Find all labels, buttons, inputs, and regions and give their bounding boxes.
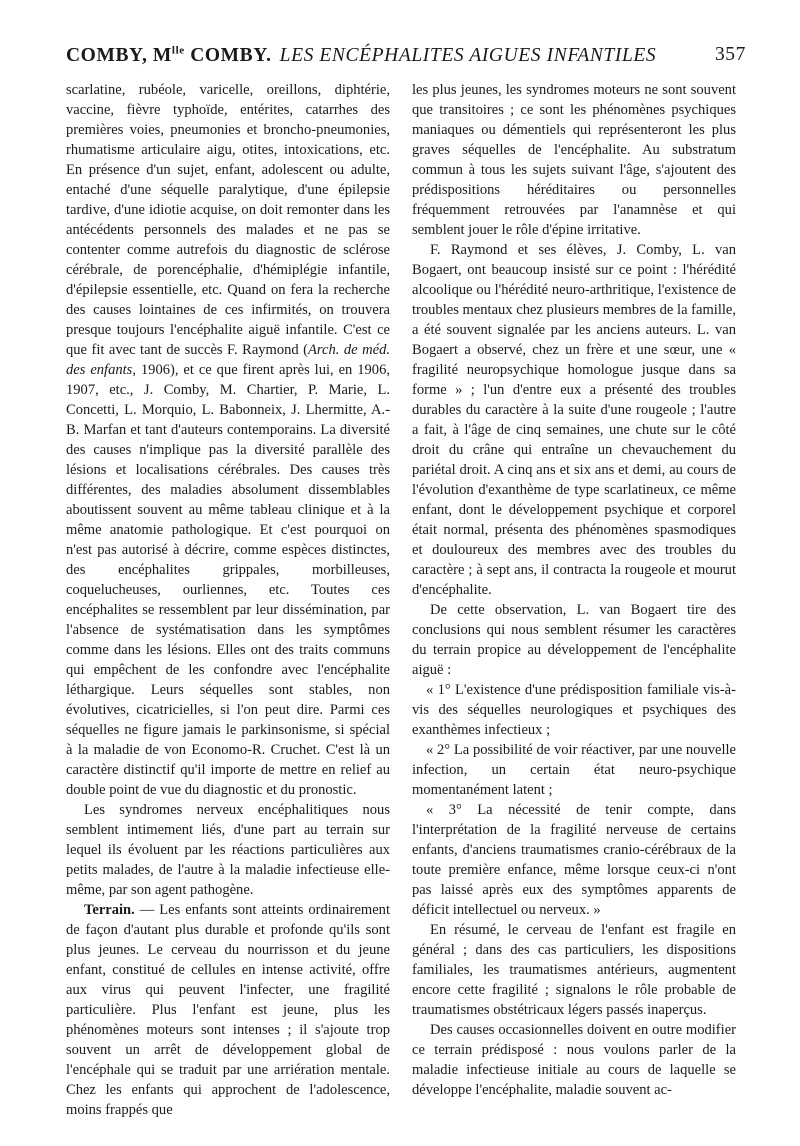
paragraph-terrain: Terrain. — Les enfants sont atteints ordinairement de façon d'autant plus durable et profonde qu'ils sont plus jeunes. Le cerveau du nourrisson et du jeune enfant, constitué de cellules en intense activité, offre aux virus qui peuvent l'infecter, une fragilité particulière. Plus l'enfant est jeune, plus les phénomènes moteurs sont intenses ; il s'ajoute trop souvent un arrêt de développement global de l'encéphale qui se traduit par une arriération mentale. Chez les enfants qui approchent de l'adolescence, moins frappés que [66, 902, 390, 1118]
citation-reference: Arch. de méd. des enfants [66, 342, 390, 378]
paragraph: scarlatine, rubéole, varicelle, oreillons, diphtérie, vaccine, fièvre typhoïde, entérites, catarrhes des premières voies, pneumonies et broncho-pneumonies, rhumatisme articulaire aigu, otites, intoxications, etc. En présence d'un sujet, enfant, adolescent ou adulte, entaché d'une séquelle paralytique, d'une épilepsie tardive, d'une idiotie acquise, on doit remonter dans les antécédents personnels des malades et ne pas se contenter comme autrefois du diagnostic de sclérose cérébrale, de porencéphalie, d'hémiplégie infantile, d'épilepsie essentielle, etc. Quand on fera la recherche des causes lointaines de ces infirmités, on trouvera presque toujours l'encéphalite aiguë infantile. C'est ce que fit avec tant de succès F. Raymond (Arch. de méd. des enfants, 1906), et ce que firent après lui, en 1906, 1907, etc., J. Comby, M. Chartier, P. Marie, L. Concetti, L. Morquio, L. Babonneix, J. Lhermitte, A.-B. Marfan et tant d'auteurs contemporains. La diversité des causes n'implique pas la diversité parallèle des lésions et localisations cérébrales. Des causes très différentes, des maladies absolument dissemblables aboutissent souvent au même tableau clinique et à la même anatomie pathologique. Et c'est pourquoi on n'est pas autorisé à décrire, comme espèces distinctes, des encéphalites grippales, morbilleuses, coquelucheuses, ourliennes, etc. Toutes ces encéphalites se ressemblent par leur dissémination, par l'absence de systématisation dans les symptômes comme dans les lésions. Elles ont des traits communs qui empêchent de les confondre avec l'encéphalite léthargique. Leurs séquelles sont stables, non évolutives, cicatricielles, si l'on peut dire. Parmi ces séquelles ne figure jamais le parkinsonisme, si spécial à la maladie de von Economo-R. Cruchet. C'est là un caractère distinctif qu'il importe de mettre en relief au double point de vue du diagnostic et du pronostic. [66, 82, 390, 798]
paragraph: Les syndromes nerveux encéphalitiques nous semblent intimement liés, d'une part au terrain sur lequel ils évoluent par les réactions particulières aux petits malades, de l'autre à la maladie infectieuse elle-même, par son agent pathogène. [66, 802, 390, 898]
quoted-conclusion-1: « 1° L'existence d'une prédisposition familiale vis-à-vis des séquelles neurologiques et psychiques des exanthèmes infectieux ; [412, 682, 736, 738]
running-header [66, 44, 746, 72]
paragraph: Des causes occasionnelles doivent en outre modifier ce terrain prédisposé : nous voulons parler de la maladie infectieuse initiale au cours de laquelle se développe l'encéphalite, maladie souvent ac- [412, 1022, 736, 1098]
quoted-conclusion-3: « 3° La nécessité de tenir compte, dans l'interprétation de la fragilité nerveuse de certains enfants, d'anciens traumatismes cranio-cérébraux de la toute première enfance, même lorsque ceux-ci n'ont pas laissé après eux des symptômes apparents de déficit intellectuel ou nerveux. » [412, 802, 736, 918]
header-title: LES ENCÉPHALITES AIGUES INFANTILES [279, 44, 657, 66]
quoted-conclusion-2: « 2° La possibilité de voir réactiver, par une nouvelle infection, un certain état neuro-psychique momentanément latent ; [412, 742, 736, 798]
section-run-in-heading: Terrain. [84, 902, 135, 918]
paragraph: les plus jeunes, les syndromes moteurs ne sont souvent que transitoires ; ce sont les phénomènes psychiques maniaques ou démentiels qui représenteront les plus graves séquelles de l'encéphalite. Au substratum commun à tous les sujets suivant l'âge, s'ajoutent des prédispositions héréditaires ou personnelles fréquemment retrouvées par l'anamnèse et qui semblent jouer le rôle d'épine irritative. [412, 82, 736, 238]
right-column [412, 80, 736, 1100]
left-column [66, 80, 390, 1120]
paragraph: De cette observation, L. van Bogaert tire des conclusions qui nous semblent résumer les caractères du terrain propice au développement de l'encéphalite aiguë : [412, 602, 736, 678]
header-authors: COMBY, $M^{lle}$ COMBY. [66, 44, 272, 66]
paragraph: F. Raymond et ses élèves, J. Comby, L. van Bogaert, ont beaucoup insisté sur ce point : l'hérédité alcoolique ou l'hérédité neuro-arthritique, l'existence de troubles mentaux chez plusieurs membres de la famille, a été souvent signalée par les anciens auteurs. L. van Bogaert a observé, chez un frère et une sœur, une « fragilité neuropsychique homologue jusque dans sa forme » ; l'un d'entre eux a présenté des troubles durables du caractère à la suite d'une rougeole ; l'autre a fait, à l'âge de cinq semaines, une chute sur le côté droit du crâne qui entraîne un chevauchement du pariétal droit. A cinq ans et six ans et demi, au cours de l'évolution d'exanthème de type scarlatineux, ce même enfant, dont le développement psychique et corporel était normal, présenta des phénomènes spasmodiques et douloureux des membres avec des troubles du caractère ; à sept ans, il contracta la rougeole et mourut d'encéphalite. [412, 242, 736, 598]
page-number: 357 [714, 44, 746, 65]
paragraph: En résumé, le cerveau de l'enfant est fragile en général ; dans des cas particuliers, les dispositions familiales, les traumatismes antérieurs, augmentent encore cette fragilité ; signalons le rôle probable de traumatismes obstétricaux légers passés inaperçus. [412, 922, 736, 1018]
